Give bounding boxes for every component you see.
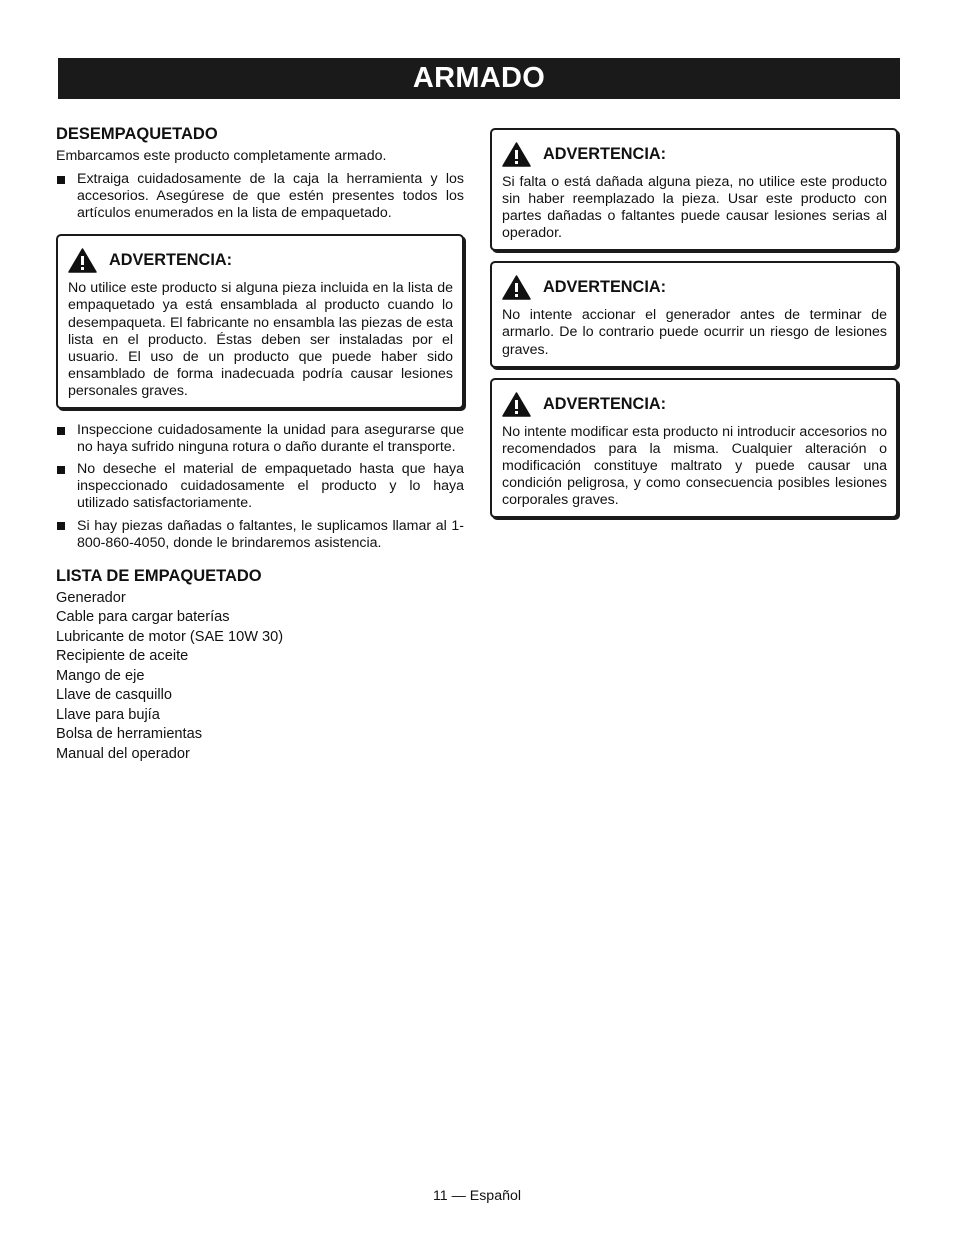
warning-text: Si falta o está dañada alguna pieza, no utilice este producto sin haber reemplazado la pieza. Usar este producto con partes dañadas o faltantes puede causar lesiones serias al operador.	[502, 174, 887, 242]
warning-header	[68, 248, 453, 273]
page-footer: 11 — Español	[432, 1188, 522, 1204]
list-item: Inspeccione cuidadosamente la unidad para asegurarse que no haya sufrido ninguna rotura o daño durante el transporte.	[56, 422, 464, 456]
warning-triangle-icon	[68, 248, 97, 273]
left-column	[56, 124, 464, 764]
packing-list-item: Cable para cargar baterías	[56, 609, 230, 626]
warning-triangle-icon	[502, 392, 531, 417]
warning-title: ADVERTENCIA:	[543, 394, 667, 413]
warning-text: No intente accionar el generador antes de terminar de armarlo. De lo contrario puede ocurrir un riesgo de lesiones graves.	[502, 307, 887, 358]
warning-box-unpacking	[56, 234, 464, 409]
packing-list-item: Manual del operador	[56, 745, 190, 762]
warning-triangle-icon	[502, 275, 531, 300]
list-item: Si hay piezas dañadas o faltantes, le suplicamos llamar al 1-800-860-4050, donde le brindaremos asistencia.	[56, 518, 464, 552]
unpacking-bullets-top	[56, 171, 464, 222]
right-column	[490, 128, 898, 518]
packing-list-item: Llave para bujía	[56, 706, 160, 723]
warning-header	[502, 275, 887, 300]
packing-list-item: Llave de casquillo	[56, 687, 173, 704]
unpacking-heading: DESEMPAQUETADO	[56, 125, 218, 143]
packing-list-item: Mango de eje	[56, 667, 145, 684]
packing-list-item: Generador	[56, 589, 126, 606]
packing-list	[56, 589, 464, 765]
packing-list-item: Recipiente de aceite	[56, 648, 189, 665]
unpacking-bullets-bottom	[56, 422, 464, 552]
list-item: No deseche el material de empaquetado hasta que haya inspeccionado cuidadosamente el producto y lo haya utilizado satisfactoriamente.	[56, 461, 464, 512]
warning-title: ADVERTENCIA:	[543, 278, 667, 297]
list-item: Extraiga cuidadosamente de la caja la herramienta y los accesorios. Asegúrese de que estén presentes todos los artículos enumerados en la lista de empaquetado.	[56, 171, 464, 222]
page-title: ARMADO	[58, 58, 900, 99]
warning-header	[502, 142, 887, 167]
unpacking-intro: Embarcamos este producto completamente armado.	[56, 148, 387, 164]
warning-title: ADVERTENCIA:	[109, 251, 233, 270]
warning-box-modification	[490, 378, 898, 518]
warning-text: No intente modificar esta producto ni introducir accesorios no recomendados para la misma. Cualquier alteración o modificación constituye maltrato y puede causar una condición peligrosa, y como consecuencia posibles lesiones corporales graves.	[502, 423, 887, 509]
packing-list-item: Bolsa de herramientas	[56, 726, 203, 743]
packing-list-item: Lubricante de motor (SAE 10W 30)	[56, 628, 284, 645]
warning-text: No utilice este producto si alguna pieza incluida en la lista de empaquetado ya está ensamblada al producto cuando lo desempaqueta. El fabricante no ensambla las piezas de esta lista en el producto. Éstas deben ser instaladas por el usuario. El uso de un producto que puede haber sido ensamblado de forma inadecuada podría causar lesiones personales graves.	[68, 280, 453, 399]
warning-triangle-icon	[502, 142, 531, 167]
warning-title: ADVERTENCIA:	[543, 144, 667, 163]
warning-header	[502, 392, 887, 417]
packing-list-heading: LISTA DE EMPAQUETADO	[56, 566, 262, 585]
warning-box-operation	[490, 261, 898, 367]
warning-box-missing-parts	[490, 128, 898, 251]
